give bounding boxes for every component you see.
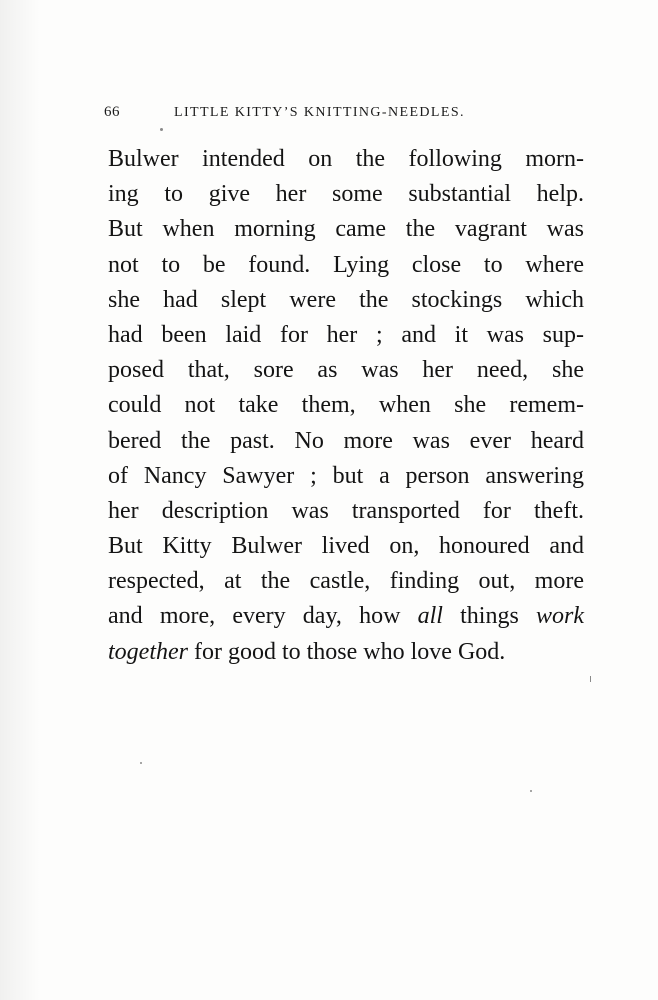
running-title: LITTLE KITTY’S KNITTING-NEEDLES. bbox=[174, 105, 465, 120]
running-header bbox=[104, 104, 544, 126]
text-line: she had slept were the stockings which bbox=[108, 286, 584, 313]
body-paragraph bbox=[108, 142, 584, 670]
text-line: respected, at the castle, finding out, more bbox=[108, 568, 584, 595]
text-line: bered the past. No more was ever heard bbox=[108, 427, 584, 454]
ink-speck bbox=[160, 128, 163, 131]
text-line: Bulwer intended on the following morn- bbox=[108, 146, 584, 172]
text-line: But when morning came the vagrant was bbox=[108, 216, 584, 243]
text-run: for good to those who love God. bbox=[187, 638, 506, 665]
ink-speck bbox=[590, 676, 591, 682]
text-line: not to be found. Lying close to where bbox=[108, 251, 584, 278]
ink-speck bbox=[530, 790, 532, 792]
text-line: her description was transported for theft. bbox=[108, 497, 584, 524]
text-line: posed that, sore as was her need, she bbox=[108, 357, 584, 384]
text-line: of Nancy Sawyer ; but a person answering bbox=[108, 462, 584, 489]
text-line: But Kitty Bulwer lived on, honoured and bbox=[108, 533, 584, 560]
italic-word: work bbox=[536, 603, 584, 630]
italic-word: together bbox=[108, 638, 188, 665]
ink-speck bbox=[140, 762, 142, 764]
text-line: could not take them, when she remem- bbox=[108, 392, 584, 419]
text-line: had been laid for her ; and it was sup- bbox=[108, 321, 584, 348]
page-number: 66 bbox=[104, 104, 120, 120]
text-run: things bbox=[442, 603, 536, 630]
text-line bbox=[108, 635, 584, 670]
text-run: and more, every day, how bbox=[108, 603, 418, 630]
text-line bbox=[108, 599, 584, 634]
page-gutter-shadow bbox=[0, 0, 40, 1000]
italic-word: all bbox=[417, 603, 443, 630]
text-line: ing to give her some substantial help. bbox=[108, 181, 584, 208]
